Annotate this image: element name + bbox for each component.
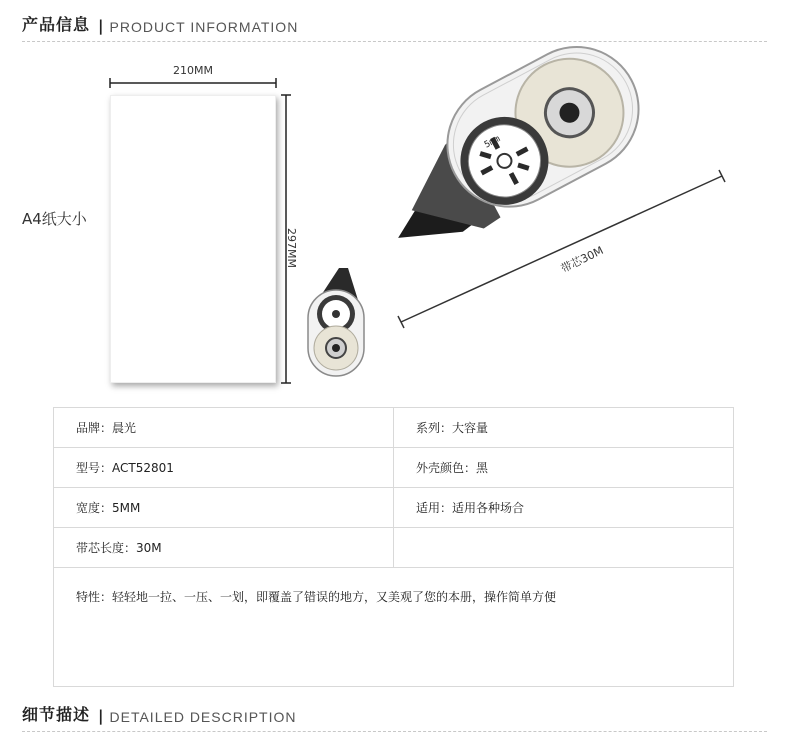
spec-shell-color: 外壳颜色：黑 [394, 448, 734, 488]
height-dimension-line [281, 95, 291, 383]
spec-table [53, 407, 734, 687]
section-title-separator: | [98, 707, 104, 725]
spec-width: 宽度：5MM [54, 488, 394, 528]
height-dimension-label: 297MM [285, 228, 298, 268]
a4-size-label: A4纸大小 [22, 210, 87, 228]
table-row [54, 568, 734, 687]
section-title-cn: 产品信息 [22, 15, 91, 34]
table-row [54, 408, 734, 448]
table-row [54, 528, 734, 568]
svg-text:5mm: 5mm [482, 134, 503, 151]
table-row [54, 488, 734, 528]
section-header-detailed-description [22, 702, 767, 732]
spec-model: 型号：ACT52801 [54, 448, 394, 488]
spec-usage: 适用：适用各种场合 [394, 488, 734, 528]
section-title-en: PRODUCT INFORMATION [109, 19, 299, 35]
correction-tape-small-icon [308, 268, 364, 376]
correction-tape-large-icon [355, 25, 660, 266]
spec-empty-cell [394, 528, 734, 568]
width-dimension-label: 210MM [173, 64, 213, 77]
tape-length-label: 带芯30M [558, 243, 606, 276]
spec-tape-length: 带芯长度：30M [54, 528, 394, 568]
section-title-cn: 细节描述 [22, 705, 91, 724]
table-row [54, 448, 734, 488]
spec-feature: 特性：轻轻地一拉、一压、一划，即覆盖了错误的地方，又美观了您的本册，操作简单方便 [54, 568, 734, 687]
section-title-en: DETAILED DESCRIPTION [109, 709, 297, 725]
section-title-separator: | [98, 17, 104, 35]
spec-brand: 品牌：晨光 [54, 408, 394, 448]
width-dimension-line [110, 78, 276, 88]
spec-series: 系列：大容量 [394, 408, 734, 448]
